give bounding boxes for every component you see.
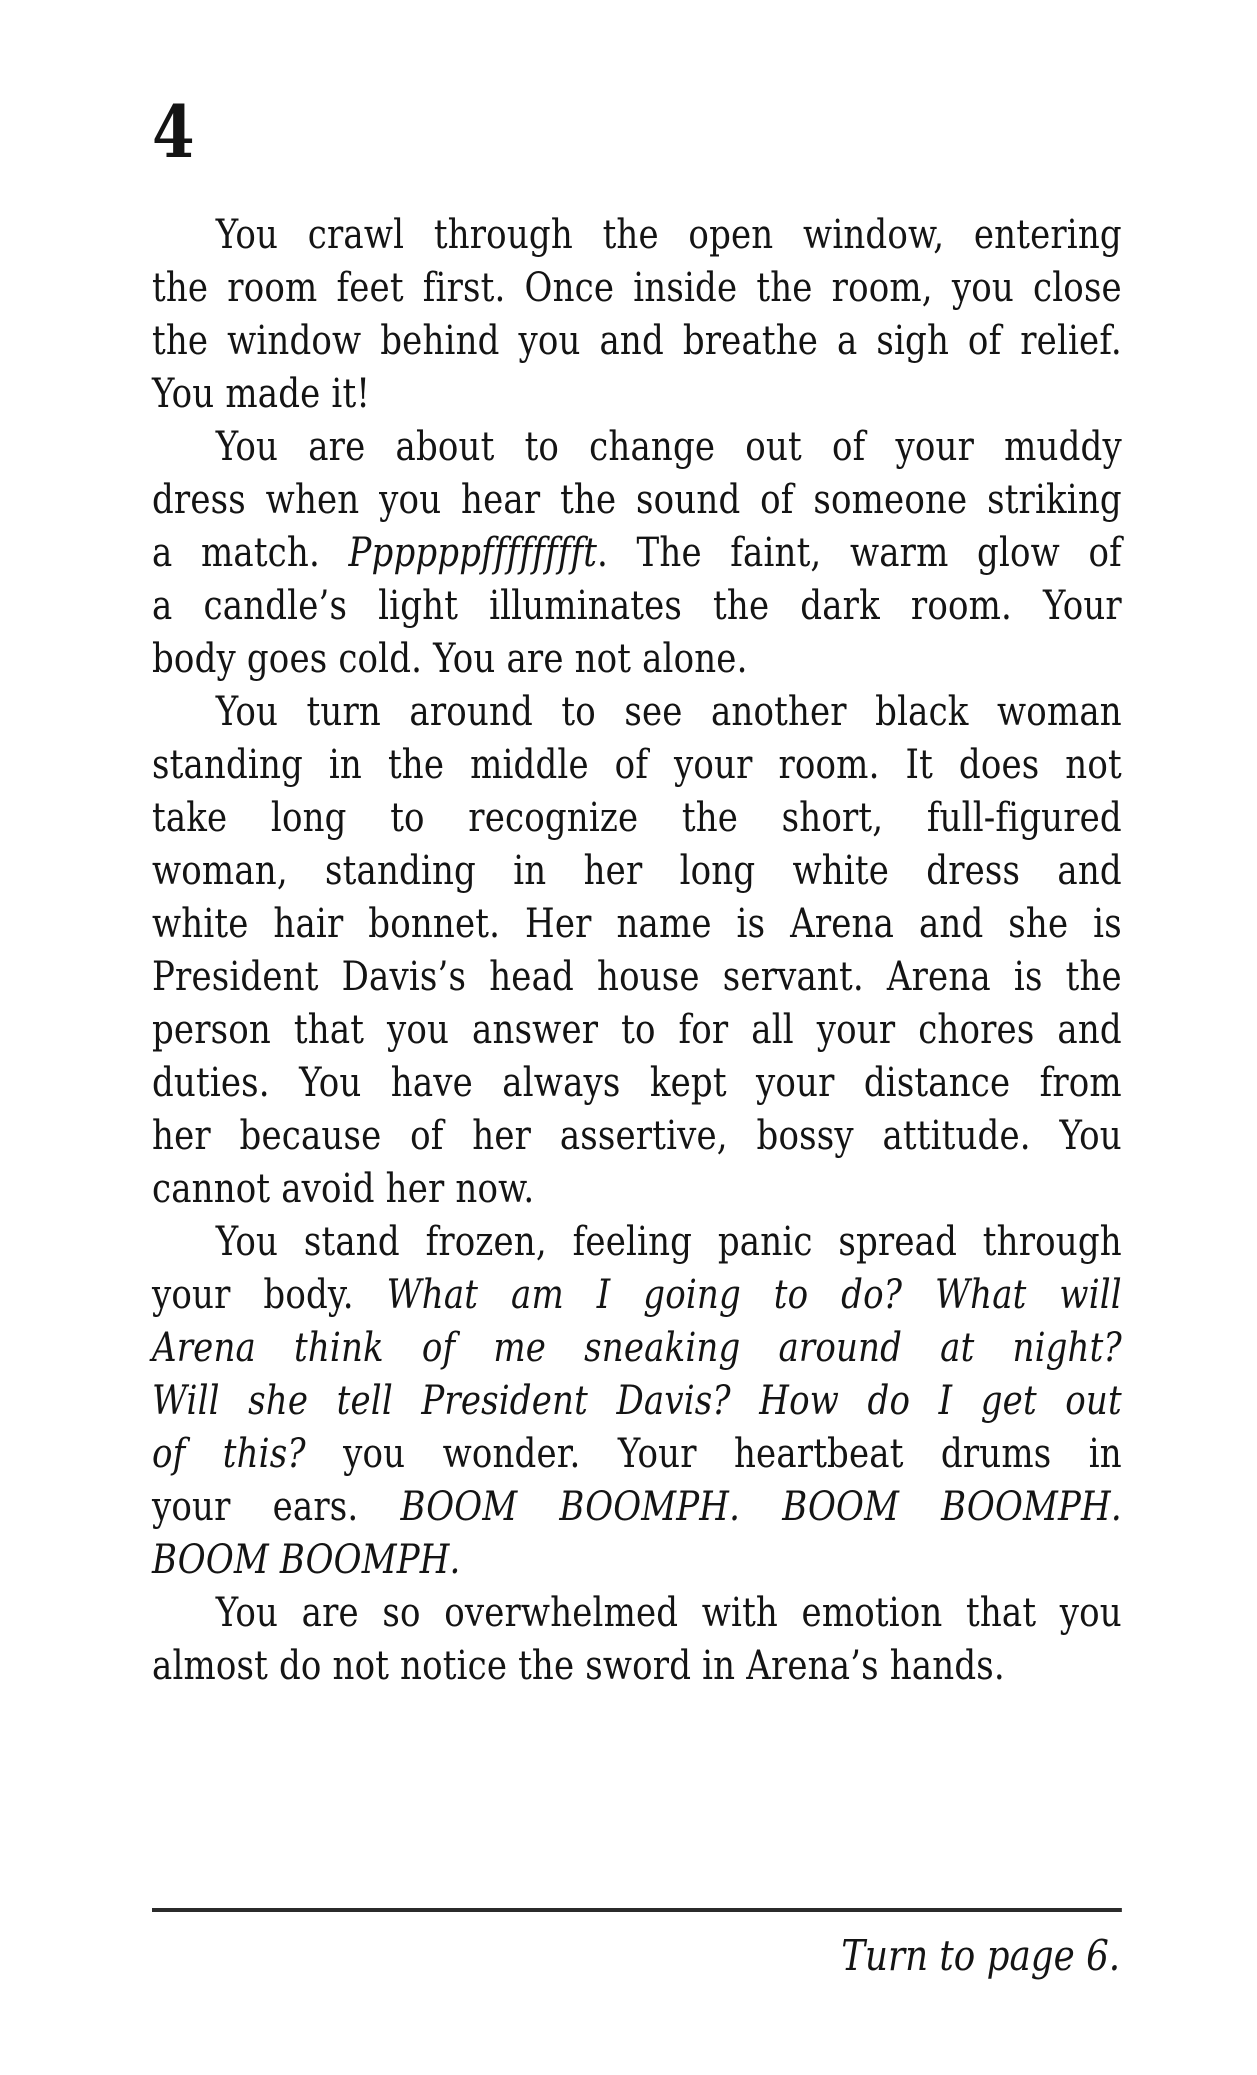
body-text xyxy=(152,209,1122,1693)
text-run: body goes cold. You are not alone. xyxy=(152,636,748,682)
italic-text-run: BOOM BOOMPH. xyxy=(152,1537,461,1583)
text-line xyxy=(152,368,1122,421)
chapter-number: 4 xyxy=(152,89,195,174)
text-line xyxy=(152,1481,1122,1534)
paragraph xyxy=(152,209,1122,421)
paragraph xyxy=(152,1216,1122,1587)
text-line xyxy=(152,421,1122,474)
text-line xyxy=(152,1216,1122,1269)
text-run: President Davis’s head house servant. Arena is the xyxy=(152,954,1122,1000)
text-run: a match. xyxy=(152,530,349,576)
text-line xyxy=(152,1428,1122,1481)
text-line xyxy=(152,1375,1122,1428)
paragraph xyxy=(152,686,1122,1216)
text-line xyxy=(152,633,1122,686)
text-line xyxy=(152,951,1122,1004)
text-run: person that you answer to for all your chores and xyxy=(152,1007,1122,1053)
text-run: you wonder. Your heartbeat drums in xyxy=(343,1431,1122,1477)
italic-text-run: of this? xyxy=(152,1431,344,1477)
text-run: a candle’s light illuminates the dark room. Your xyxy=(152,583,1122,629)
text-run: white hair bonnet. Her name is Arena and she is xyxy=(152,901,1122,947)
text-line xyxy=(152,1110,1122,1163)
text-line xyxy=(152,1004,1122,1057)
text-run: your body. xyxy=(152,1272,387,1318)
text-run: the room feet first. Once inside the room, you close xyxy=(152,265,1122,311)
text-line xyxy=(152,1322,1122,1375)
text-line xyxy=(152,1587,1122,1640)
text-run: the window behind you and breathe a sigh of relief. xyxy=(152,318,1122,364)
text-run: duties. You have always kept your distance from xyxy=(152,1060,1122,1106)
text-line xyxy=(152,1640,1122,1693)
text-run: almost do not notice the sword in Arena’s hands. xyxy=(152,1643,1005,1689)
text-line xyxy=(152,209,1122,262)
text-line xyxy=(152,1269,1122,1322)
italic-text-run: Arena think of me sneaking around at night? xyxy=(152,1325,1122,1371)
text-run: woman, standing in her long white dress and xyxy=(152,848,1122,894)
text-run: You crawl through the open window, entering xyxy=(215,212,1122,258)
text-line xyxy=(152,739,1122,792)
italic-text-run: Ppppppfffffffft xyxy=(348,530,598,576)
text-run: her because of her assertive, bossy attitude. You xyxy=(152,1113,1122,1159)
text-run: You stand frozen, feeling panic spread through xyxy=(215,1219,1122,1265)
text-run: cannot avoid her now. xyxy=(152,1166,535,1212)
paragraph xyxy=(152,1587,1122,1693)
text-line xyxy=(152,315,1122,368)
italic-text-run: BOOM BOOMPH. BOOM BOOMPH. xyxy=(400,1484,1122,1530)
text-run: You are so overwhelmed with emotion that you xyxy=(215,1590,1122,1636)
text-line xyxy=(152,474,1122,527)
text-run: . The faint, warm glow of xyxy=(597,530,1122,576)
turn-instruction: Turn to page 6. xyxy=(841,1931,1121,1980)
text-run: dress when you hear the sound of someone striking xyxy=(152,477,1122,523)
text-line xyxy=(152,580,1122,633)
text-line xyxy=(152,262,1122,315)
text-run: You are about to change out of your muddy xyxy=(215,424,1122,470)
text-run: You turn around to see another black woman xyxy=(215,689,1122,735)
text-line xyxy=(152,1057,1122,1110)
italic-text-run: What am I going to do? What will xyxy=(386,1272,1122,1318)
text-run: standing in the middle of your room. It does not xyxy=(152,742,1122,788)
text-line xyxy=(152,792,1122,845)
text-line xyxy=(152,1163,1122,1216)
footer-divider xyxy=(152,1908,1122,1912)
text-column xyxy=(152,0,1122,2075)
text-line xyxy=(152,686,1122,739)
text-run: You made it! xyxy=(152,371,371,417)
text-line xyxy=(152,845,1122,898)
text-line xyxy=(152,898,1122,951)
text-line xyxy=(152,1534,1122,1587)
text-run: your ears. xyxy=(152,1484,401,1530)
paragraph xyxy=(152,421,1122,686)
text-line xyxy=(152,527,1122,580)
italic-text-run: Will she tell President Davis? How do I get out xyxy=(152,1378,1122,1424)
text-run: take long to recognize the short, full-figured xyxy=(152,795,1122,841)
